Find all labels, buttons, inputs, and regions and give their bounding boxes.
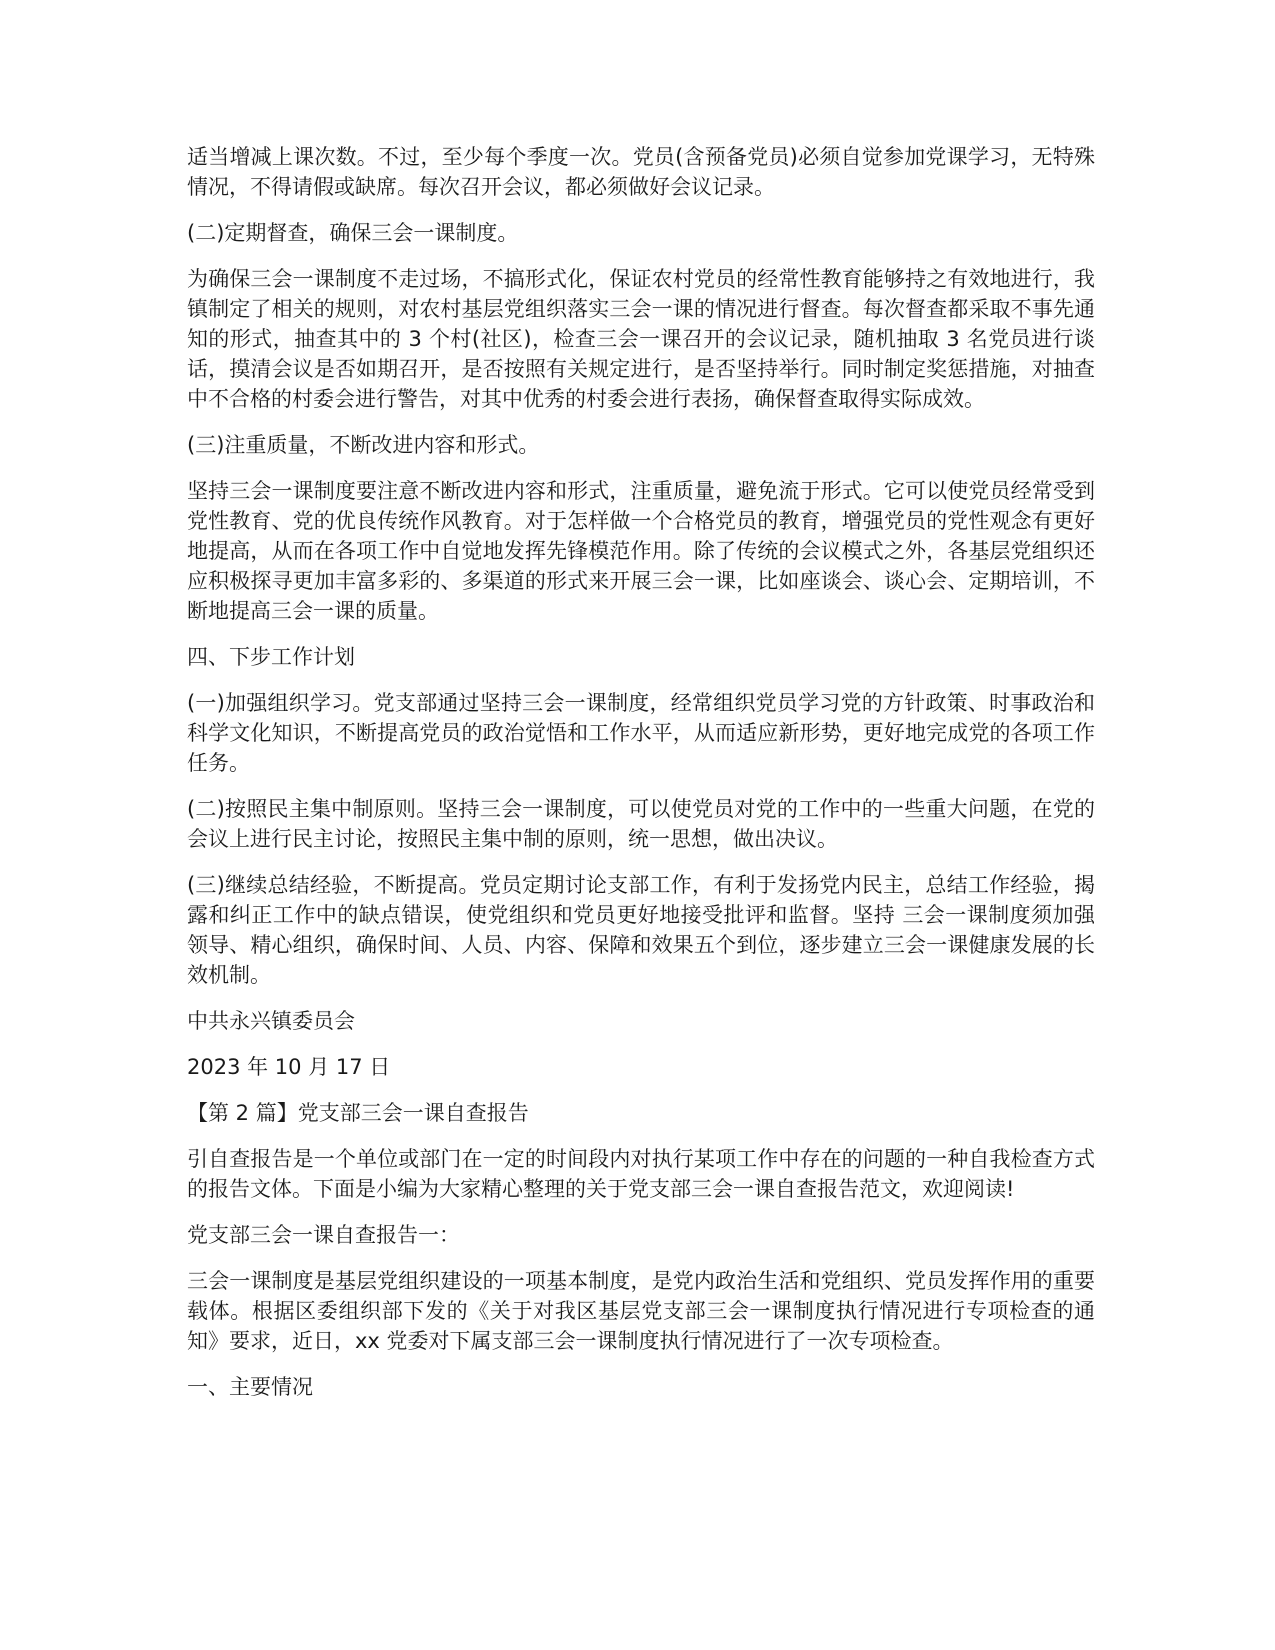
section-heading: 一、主要情况 — [187, 1375, 313, 1399]
section-heading: (三)注重质量，不断改进内容和形式。 — [187, 433, 540, 457]
section-heading: (二)定期督查，确保三会一课制度。 — [187, 221, 519, 245]
section-heading: 党支部三会一课自查报告一： — [187, 1223, 460, 1247]
paragraph: 坚持三会一课制度要注意不断改进内容和形式，注重质量，避免流于形式。它可以使党员经常受到党性教育、党的优良传统作风教育。对于怎样做一个合格党员的教育，增强党员的党性观念有更好地提高，从而在各项工作中自觉地发挥先锋模范作用。除了传统的会议模式之外，各基层党组织还应积极探寻更加丰富多彩的、多渠道的形式来开展三会一课，比如座谈会、谈心会、定期培训，不断地提高三会一课的质量。 — [187, 479, 1095, 623]
paragraph: 引自查报告是一个单位或部门在一定的时间段内对执行某项工作中存在的问题的一种自我检查方式的报告文体。下面是小编为大家精心整理的关于党支部三会一课自查报告范文，欢迎阅读! — [187, 1147, 1095, 1201]
paragraph: 三会一课制度是基层党组织建设的一项基本制度，是党内政治生活和党组织、党员发挥作用的重要载体。根据区委组织部下发的《关于对我区基层党支部三会一课制度执行情况进行专项检查的通知》要求，近日，xx 党委对下属支部三会一课制度执行情况进行了一次专项检查。 — [187, 1269, 1095, 1353]
paragraph: (一)加强组织学习。党支部通过坚持三会一课制度，经常组织党员学习党的方针政策、时事政治和科学文化知识，不断提高党员的政治觉悟和工作水平，从而适应新形势，更好地完成党的各项工作任务。 — [187, 691, 1095, 775]
paragraph: (三)继续总结经验，不断提高。党员定期讨论支部工作，有利于发扬党内民主，总结工作经验，揭露和纠正工作中的缺点错误，使党组织和党员更好地接受批评和监督。坚持 三会一课制度须加强领导、精心组织，确保时间、人员、内容、保障和效果五个到位，逐步建立三会一课健康发展的长效机制。 — [187, 873, 1095, 987]
article-title: 【第 2 篇】党支部三会一课自查报告 — [187, 1101, 529, 1125]
section-heading: 四、下步工作计划 — [187, 645, 355, 669]
signature-organization: 中共永兴镇委员会 — [187, 1009, 355, 1033]
paragraph: 适当增减上课次数。不过，至少每个季度一次。党员(含预备党员)必须自觉参加党课学习，无特殊情况，不得请假或缺席。每次召开会议，都必须做好会议记录。 — [187, 145, 1095, 199]
paragraph: 为确保三会一课制度不走过场，不搞形式化，保证农村党员的经常性教育能够持之有效地进行，我镇制定了相关的规则，对农村基层党组织落实三会一课的情况进行督查。每次督查都采取不事先通知的形式，抽查其中的 3 个村(社区)，检查三会一课召开的会议记录，随机抽取 3 名党员进行谈话，摸清会议是否如期召开，是否按照有关规定进行，是否坚持举行。同时制定奖惩措施，对抽查中不合格的村委会进行警告，对其中优秀的村委会进行表扬，确保督查取得实际成效。 — [187, 267, 1095, 411]
paragraph: (二)按照民主集中制原则。坚持三会一课制度，可以使党员对党的工作中的一些重大问题，在党的会议上进行民主讨论，按照民主集中制的原则，统一思想，做出决议。 — [187, 797, 1095, 851]
signature-date: 2023 年 10 月 17 日 — [187, 1055, 391, 1079]
